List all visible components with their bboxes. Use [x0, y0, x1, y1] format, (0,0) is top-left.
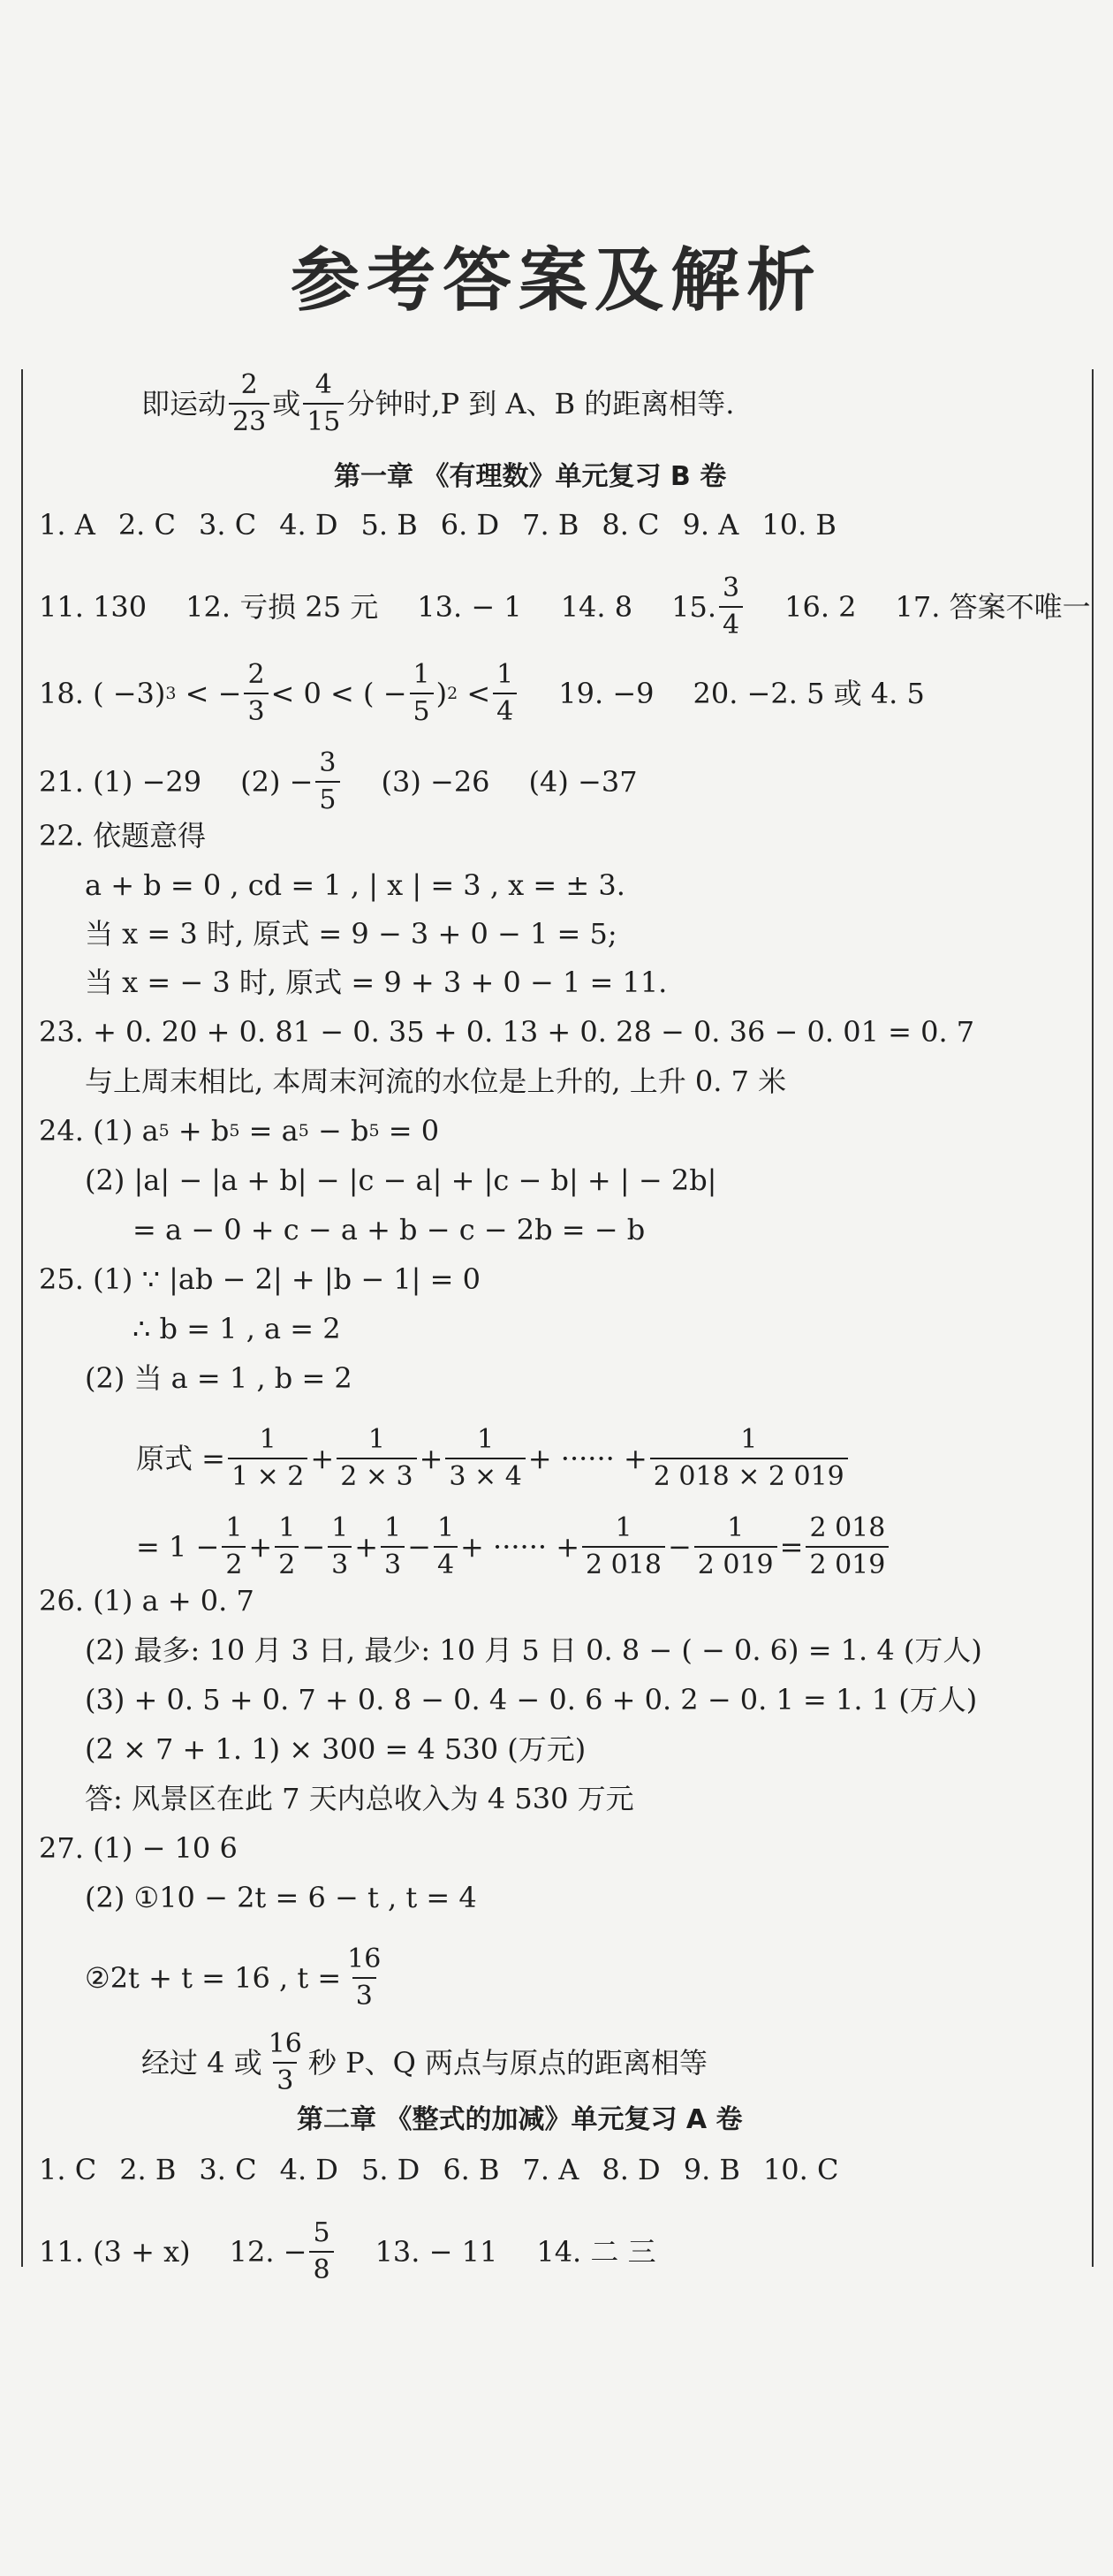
answer-27-line: 27. (1) − 10 6 — [39, 1831, 238, 1865]
fraction: $\frac{5}{8}$ — [309, 2217, 333, 2286]
fraction: $\frac{2}{23}$ — [229, 369, 269, 438]
fraction: $\frac{16}{3}$ — [347, 1943, 382, 2012]
fraction: $\frac{2}{3}$ — [244, 659, 268, 728]
fraction: $\frac{1}{2 019}$ — [694, 1512, 777, 1581]
fraction: $\frac{3}{4}$ — [719, 572, 743, 641]
answer-24-line: 24. (1) a 5 + b 5 = a 5 − b 5 = 0 — [39, 1114, 440, 1148]
answer-row-ch2-1-10: 1. C 2. B 3. C 4. D 5. D 6. B 7. A 8. D 9. B 10. C — [39, 2153, 839, 2186]
right-margin-rule — [1092, 369, 1094, 2267]
answer-24-line: = a − 0 + c − a + b − c − 2b = − b — [132, 1213, 646, 1246]
fraction: $\frac{1}{3}$ — [328, 1512, 352, 1581]
fraction: $\frac{1}{2 \times 3}$ — [337, 1424, 416, 1493]
answer-27-line: 经过 4 或 $\frac{16}{3}$ 秒 P、Q 两点与原点的距离相等 — [141, 2028, 708, 2096]
fraction: $\frac{1}{5}$ — [410, 659, 434, 728]
answer-26-line: (2) 最多: 10 月 3 日, 最少: 10 月 5 日 0. 8 − ( − 0. 6) = 1. 4 (万人) — [85, 1633, 982, 1667]
answer-22-line: 当 x = 3 时, 原式 = 9 − 3 + 0 − 1 = 5; — [85, 917, 617, 951]
fraction: $\frac{1}{4}$ — [434, 1512, 458, 1581]
fraction: $\frac{4}{15}$ — [303, 369, 344, 438]
answer-27-line: (2) ①10 − 2t = 6 − t , t = 4 — [85, 1881, 477, 1914]
answer-23-line: 与上周末相比, 本周末河流的水位是上升的, 上升 0. 7 米 — [85, 1064, 787, 1098]
answer-25-telescoping: = 1 − $\frac{1}{2}$ + $\frac{1}{2}$ − $\frac{1}{3}$ + $\frac{1}{3}$ − $\frac{1}{4}$ + ······ + $\frac{1}{2 018}$ − $\frac{1}{2 019}$ = $\frac{2 018}{2 019}$ — [136, 1512, 891, 1581]
fraction: $\frac{1}{2 018}$ — [582, 1512, 665, 1581]
fraction: $\frac{1}{3 \times 4}$ — [445, 1424, 525, 1493]
section-heading-ch1: 第一章 《有理数》单元复习 B 卷 — [334, 461, 727, 492]
answer-row-ch2-11-14: 11. (3 + x) 12. − $\frac{5}{8}$ 13. − 11 14. 二 三 — [39, 2217, 656, 2285]
fraction: $\frac{1}{2}$ — [222, 1512, 246, 1581]
answer-row-1-10: 1. A 2. C 3. C 4. D 5. B 6. D 7. B 8. C 9. A 10. B — [39, 508, 837, 542]
answer-22-line: a + b = 0 , cd = 1 , | x | = 3 , x = ± 3. — [85, 868, 625, 902]
section-heading-ch2: 第二章 《整式的加减》单元复习 A 卷 — [297, 2104, 743, 2135]
answer-23-line: 23. + 0. 20 + 0. 81 − 0. 35 + 0. 13 + 0. 28 − 0. 36 − 0. 01 = 0. 7 — [39, 1015, 975, 1049]
answer-25-line: ∴ b = 1 , a = 2 — [132, 1312, 341, 1345]
fraction: $\frac{1}{2}$ — [275, 1512, 299, 1581]
answer-26-line: (2 × 7 + 1. 1) × 300 = 4 530 (万元) — [85, 1732, 587, 1766]
left-margin-rule — [21, 369, 23, 2267]
fraction: $\frac{1}{2 018 \times 2 019}$ — [650, 1424, 848, 1493]
answer-row-18-20: 18. ( −3) 3 < − $\frac{2}{3}$ < 0 < ( − $\frac{1}{5}$ ) 2 < $\frac{1}{4}$ 19. −9 20. −2. 5 或 4. 5 — [39, 659, 925, 727]
answer-25-line: (2) 当 a = 1 , b = 2 — [85, 1361, 352, 1395]
fraction: $\frac{3}{5}$ — [315, 747, 339, 816]
intro-line: 即运动 $\frac{2}{23}$ 或 $\frac{4}{15}$ 分钟时,P 到 A、B 的距离相等. — [141, 369, 735, 437]
fraction: $\frac{16}{3}$ — [268, 2028, 302, 2096]
answer-26-line: 26. (1) a + 0. 7 — [39, 1584, 254, 1618]
answer-26-line: (3) + 0. 5 + 0. 7 + 0. 8 − 0. 4 − 0. 6 + 0. 2 − 0. 1 = 1. 1 (万人) — [85, 1683, 978, 1716]
answer-25-line: 25. (1) ∵ |ab − 2| + |b − 1| = 0 — [39, 1262, 481, 1296]
answer-row-11-17: 11. 130 12. 亏损 25 元 13. − 1 14. 8 15. $\frac{3}{4}$ 16. 2 17. 答案不唯一 — [39, 572, 1091, 640]
fraction: $\frac{1}{4}$ — [493, 659, 517, 728]
answer-22-title: 22. 依题意得 — [39, 819, 207, 852]
fraction: $\frac{1}{1 \times 2}$ — [228, 1424, 307, 1493]
answer-24-line: (2) |a| − |a + b| − |c − a| + |c − b| + | − 2b| — [85, 1163, 717, 1197]
fraction: $\frac{1}{3}$ — [381, 1512, 405, 1581]
answer-26-line: 答: 风景区在此 7 天内总收入为 4 530 万元 — [85, 1782, 634, 1815]
answer-22-line: 当 x = − 3 时, 原式 = 9 + 3 + 0 − 1 = 11. — [85, 966, 668, 999]
answer-27-line: ②2t + t = 16 , t = $\frac{16}{3}$ — [85, 1943, 387, 2012]
answer-21: 21. (1) −29 (2) − $\frac{3}{5}$ (3) −26 (4) −37 — [39, 747, 638, 815]
fraction: $\frac{2 018}{2 019}$ — [806, 1512, 889, 1581]
page-title: 参考答案及解析 — [290, 240, 822, 321]
answer-25-sum: 原式 = $\frac{1}{1 \times 2}$ + $\frac{1}{2 \times 3}$ + $\frac{1}{3 \times 4}$ + ······ + $\frac{1}{2 018 \times 2 019}$ — [136, 1424, 851, 1493]
